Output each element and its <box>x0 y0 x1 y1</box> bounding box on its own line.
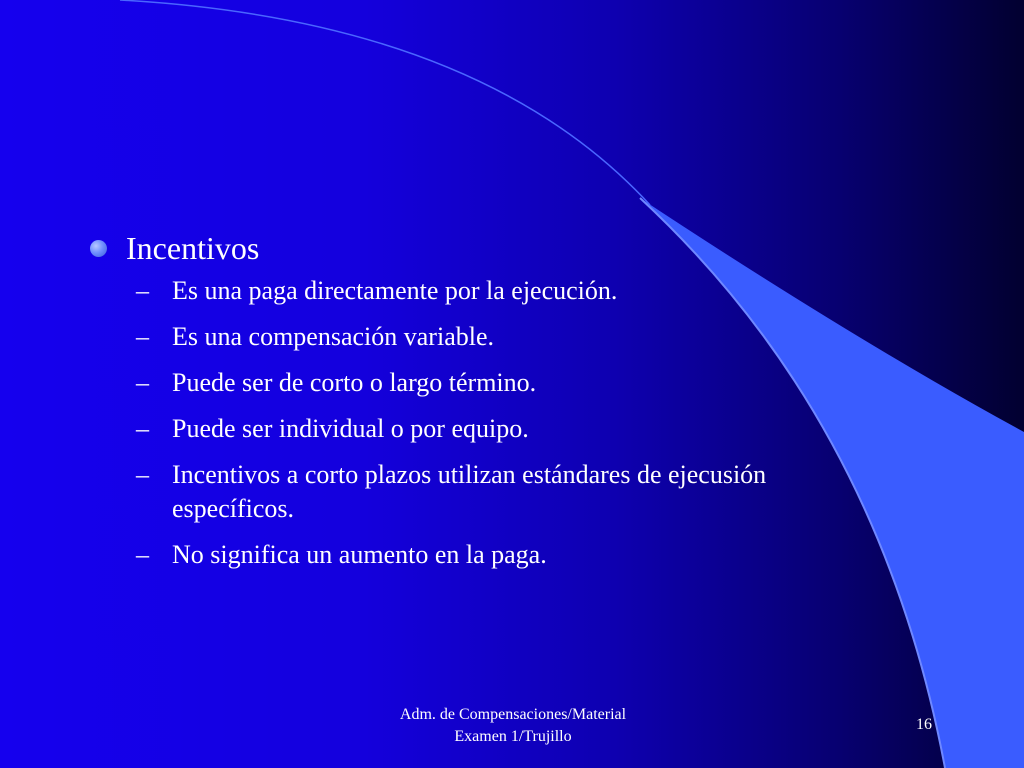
heading-text: Incentivos <box>126 230 260 266</box>
dash-icon: – <box>136 414 149 443</box>
list-item-text: Es una compensación variable. <box>172 322 494 351</box>
list-item <box>136 366 850 400</box>
list-item-text: Puede ser de corto o largo término. <box>172 368 537 397</box>
list-item-text: Incentivos a corto plazos utilizan estándares de ejecusión específicos. <box>172 460 767 523</box>
list-item-text: Es una paga directamente por la ejecución. <box>172 276 618 305</box>
list-item-text: Puede ser individual o por equipo. <box>172 414 529 443</box>
slide-footer <box>360 704 666 748</box>
list-item <box>136 538 850 572</box>
slide-body <box>90 228 850 584</box>
footer-line-1: Adm. de Compensaciones/Material <box>399 706 627 723</box>
footer-line-2: Examen 1/Trujillo <box>454 728 572 745</box>
arc-line <box>120 0 650 205</box>
list-item <box>136 458 850 526</box>
list-item <box>136 412 850 446</box>
bullet-dot-icon <box>90 240 107 257</box>
list-item <box>136 274 850 308</box>
dash-icon: – <box>136 540 149 569</box>
list-item <box>136 320 850 354</box>
bullet-heading <box>90 228 850 268</box>
dash-icon: – <box>136 368 149 397</box>
list-item-text: No significa un aumento en la paga. <box>172 540 547 569</box>
dash-icon: – <box>136 460 149 489</box>
sub-bullet-list <box>90 274 850 572</box>
dash-icon: – <box>136 276 149 305</box>
page-number: 16 <box>916 716 932 733</box>
dash-icon: – <box>136 322 149 351</box>
